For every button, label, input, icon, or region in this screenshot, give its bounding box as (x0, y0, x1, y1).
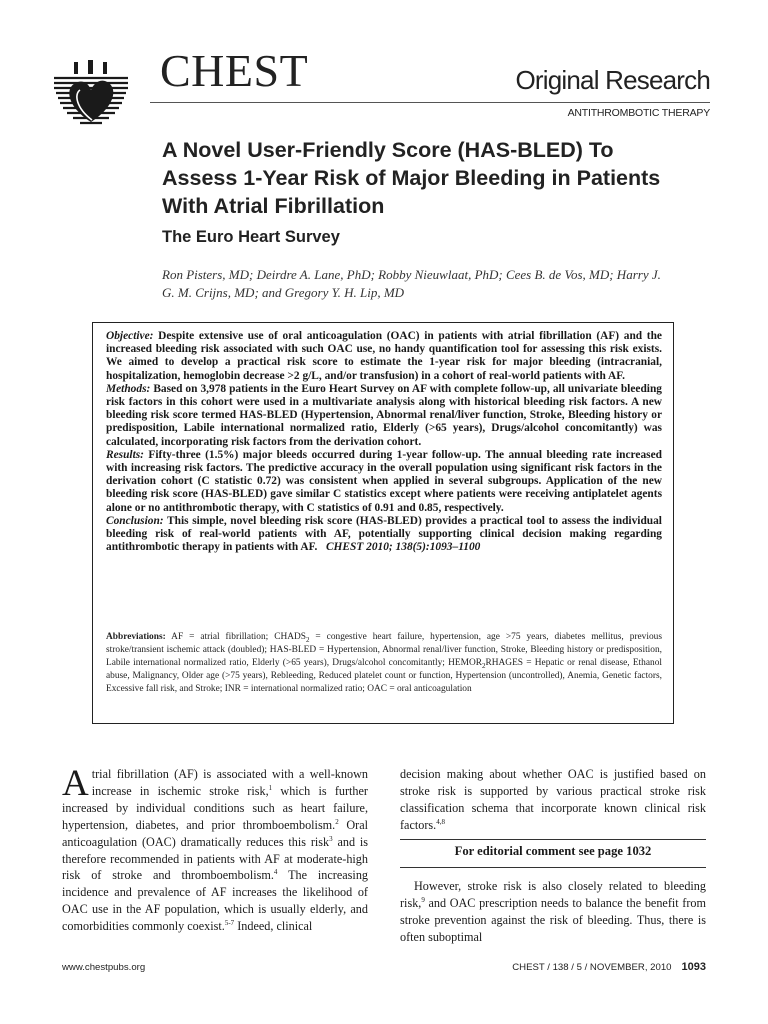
page-footer (512, 961, 706, 973)
abstract-methods (106, 383, 662, 449)
abbreviations-text: = congestive heart failure, hypertension, age >75 years, diabetes mellitus, previous stroke/transient ischemic attack (doubled); HAS-BLED = Hypertension, Abnormal renal/liver function, Stroke, Bleeding history or predisposition, Labile international normalized ratio, Elderly (>65 years), Drugs/alcohol concomitantly; HEMOR (106, 632, 662, 668)
abbreviations-text: RHAGES = Hepatic or renal disease, Ethanol abuse, Malignancy, Older age (>75 years), Rebleeding, Reduced platelet count or function, Hypertension (uncontrolled), Anemia, Genetic factors, Excessive fall risk, and Stroke; INR = international normalized ratio; OAC = oral anticoagulation (106, 658, 662, 694)
reference-marker: 9 (421, 895, 425, 904)
header-divider (150, 102, 710, 103)
section-label: Original Research (515, 65, 710, 95)
journal-website-link[interactable]: www.chestpubs.org (62, 962, 146, 973)
author-list: Ron Pisters, MD; Deirdre A. Lane, PhD; Robby Nieuwlaat, PhD; Cees B. de Vos, MD; Harry J. G. M. Crijns, MD; and Gregory Y. H. Lip, MD (162, 267, 661, 300)
chads-subscript: 2 (305, 635, 310, 644)
article-title: A Novel User-Friendly Score (HAS-BLED) To Assess 1-Year Risk of Major Bleeding in Patients With Atrial Fibrillation (162, 138, 661, 218)
chest-heart-logo-icon (52, 58, 130, 128)
body-text: decision making about whether OAC is justified based on stroke risk is supported by various practical stroke risk classification schema that incorporate known clinical risk factors. (400, 767, 706, 832)
body-text: and is therefore recommended in patients with AF at moderate-high risk of stroke and thromboembolism. (62, 834, 368, 883)
abstract-box (92, 322, 674, 724)
body-column-left (62, 763, 369, 935)
journal-name: CHEST (160, 45, 309, 96)
conclusion-text: This simple, novel bleeding risk score (HAS-BLED) provides a practical tool to assess the individual bleeding risk of real-world patients with AF, potentially supporting clinical decision making regarding antithrombotic therapy in patients with AF. (106, 514, 662, 554)
reference-marker: 4,8 (436, 817, 445, 826)
abbreviations (106, 631, 662, 696)
objective-text: Despite extensive use of oral anticoagulation (OAC) in patients with atrial fibrillation (AF) and the increased bleeding risk associated with such OAC use, no handy quantification tool for assessing this risk exists. We aimed to develop a practical risk score to estimate the 1-year risk for major bleeding (intracranial, hospitalization, hemoglobin decrease >2 g/L, and/or transfusion) in a cohort of real-world patients with AF. (106, 330, 662, 382)
abbreviations-text: AF = atrial fibrillation; CHADS (171, 632, 306, 642)
drop-cap: A (62, 763, 89, 804)
issue-info: CHEST / 138 / 5 / NOVEMBER, 2010 (512, 962, 672, 973)
editorial-rule-bottom (400, 867, 706, 868)
objective-label: Objective: (106, 330, 154, 342)
page-number: 1093 (681, 961, 706, 973)
results-label: Results: (106, 448, 144, 461)
body-text: Indeed, clinical (234, 919, 313, 934)
reference-marker: 2 (335, 817, 339, 826)
body-text: However, stroke risk is also closely related to bleeding risk, (400, 879, 706, 910)
journal-citation: CHEST 2010; 138(5):1093–1100 (325, 541, 481, 554)
editorial-rule-top (400, 839, 706, 840)
methods-label: Methods: (106, 382, 151, 395)
body-column-right-bottom (400, 878, 706, 946)
reference-marker: 5-7 (224, 919, 235, 928)
abstract-conclusion (106, 515, 662, 555)
editorial-comment-link[interactable]: For editorial comment see page 1032 (454, 844, 652, 858)
reference-marker: 3 (329, 834, 333, 843)
body-text: which is further increased by individual conditions such as heart failure, hypertension, diabetes, and prior thromboembolism. (62, 783, 368, 832)
body-text: trial fibrillation (AF) is associated with a well-known increase in ischemic stroke risk, (91, 767, 368, 798)
article-subtitle: The Euro Heart Survey (162, 228, 340, 246)
subsection-label: ANTITHROMBOTIC THERAPY (567, 107, 710, 119)
body-text: Oral anticoagulation (OAC) dramatically reduces this risk (62, 817, 369, 849)
results-text: Fifty-three (1.5%) major bleeds occurred during 1-year follow-up. The annual bleeding rate increased with increasing risk factors. The predictive accuracy in the overall population using significant risk factors in the derivation cohort (C statistic 0.72) was consistent when applied in several subgroups. Application of the new bleeding risk score (HAS-BLED) gave similar C statistics except where patients were receiving antiplatelet agents alone or no antithrombotic therapy, with C statistics of 0.91 and 0.85, respectively. (106, 448, 662, 514)
body-text: and OAC prescription needs to balance the benefit from stroke prevention against the risk of bleeding. Thus, there is often suboptimal (400, 895, 706, 944)
abstract-body (106, 330, 662, 554)
conclusion-label: Conclusion: (106, 514, 164, 527)
abstract-objective (106, 330, 662, 383)
hemor-subscript: 2 (482, 661, 486, 670)
body-text: The increasing incidence and prevalence of AF increases the likelihood of OAC use in the AF population, which is usually elderly, and comorbidities commonly coexist. (62, 868, 369, 934)
abbreviations-label: Abbreviations: (106, 632, 166, 642)
body-column-right-top (400, 766, 706, 834)
reference-marker: 1 (268, 783, 273, 792)
reference-marker: 4 (273, 868, 278, 877)
methods-text: Based on 3,978 patients in the Euro Heart Survey on AF with complete follow-up, all univariate bleeding risk factors in this cohort were used in a multivariate analysis along with historical bleeding risk factors. A new bleeding risk score termed HAS-BLED (Hypertension, Abnormal renal/liver function, Stroke, Bleeding history or predisposition, Labile international normalized ratio, Elderly (>65 years), Drugs/alcohol concomitantly) was calculated, incorporating risk factors from the derivation cohort. (106, 382, 662, 448)
abstract-results (106, 449, 662, 515)
